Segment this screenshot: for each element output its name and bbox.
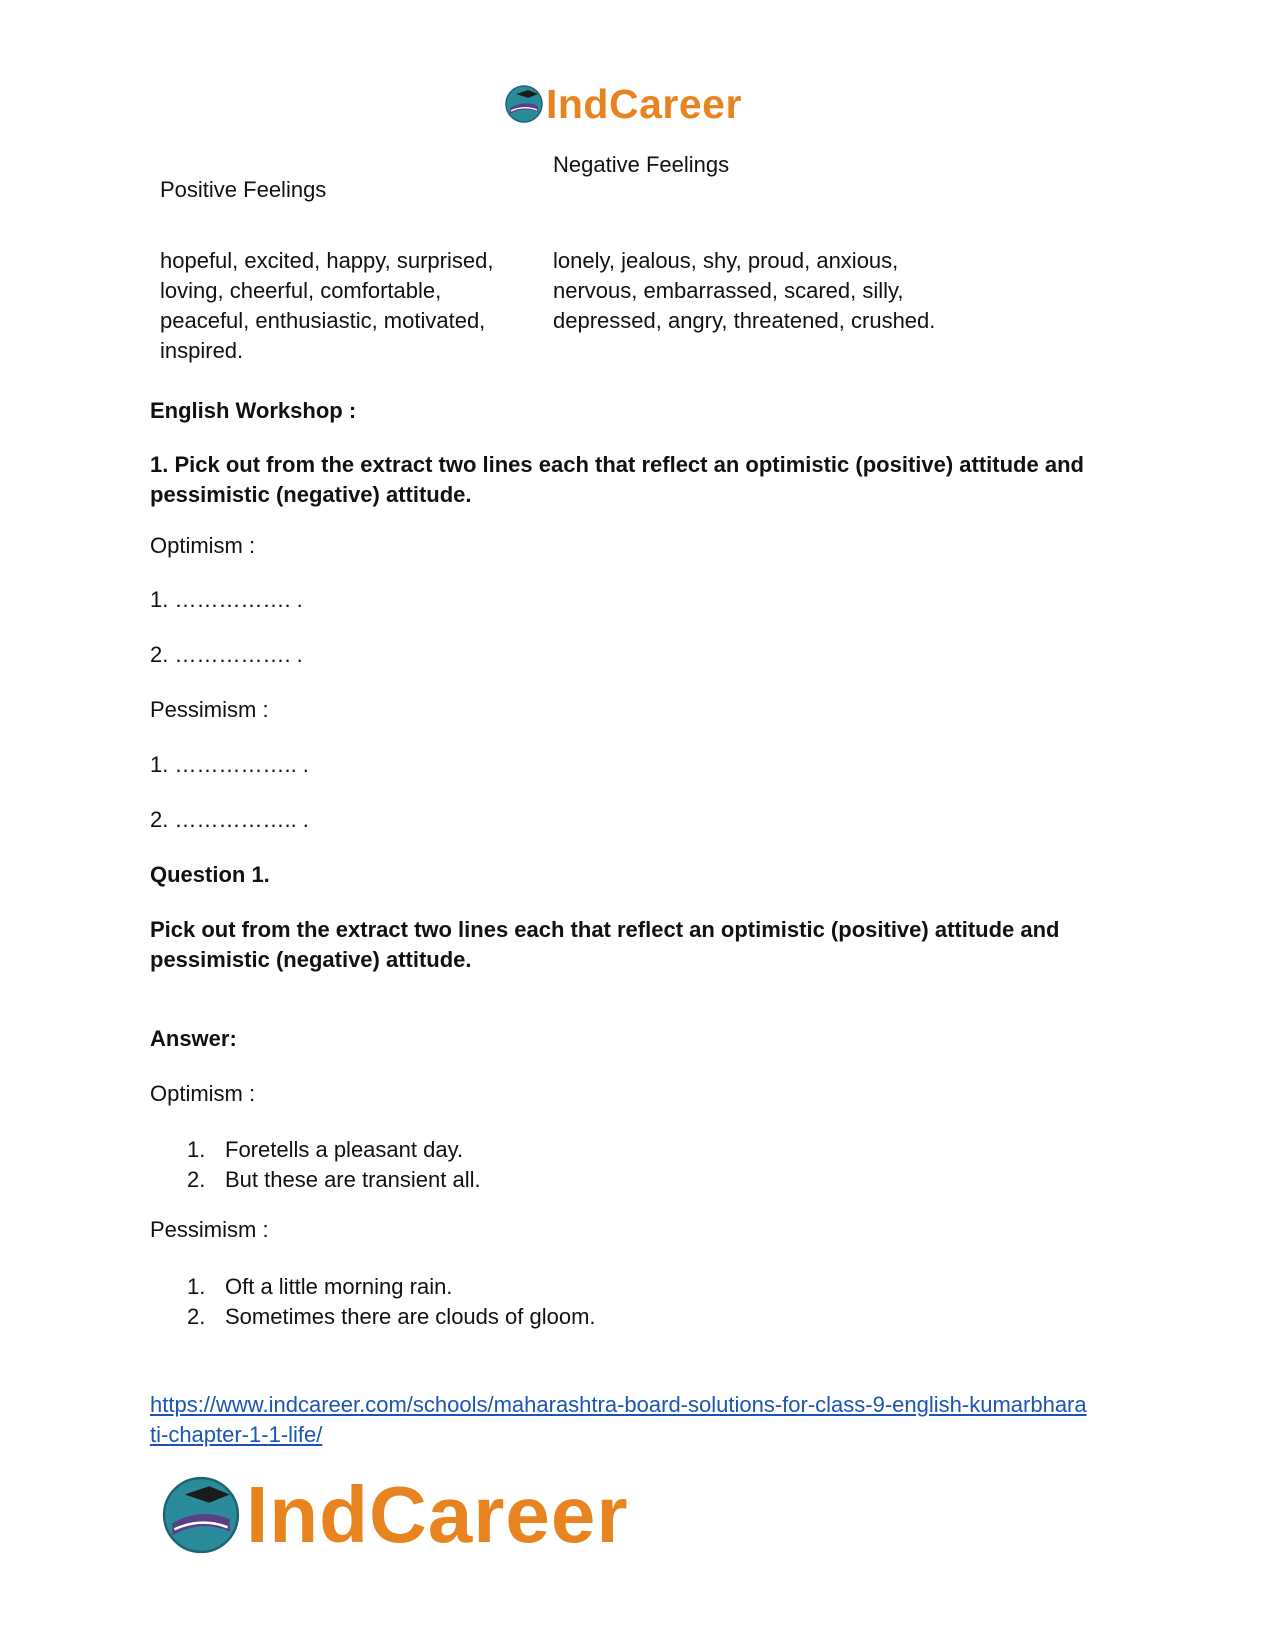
pessimism-blank-1: 1. …………….. . xyxy=(150,752,309,777)
positive-line: peaceful, enthusiastic, motivated, xyxy=(160,308,486,333)
positive-feelings-list xyxy=(160,246,493,366)
pessimism-label: Pessimism : xyxy=(150,697,269,722)
answer-pessimism-label: Pessimism : xyxy=(150,1217,269,1242)
positive-line: inspired. xyxy=(160,338,244,363)
negative-feelings-heading: Negative Feelings xyxy=(553,152,730,177)
globe-book-logo-icon xyxy=(160,1474,242,1556)
negative-line: depressed, angry, threatened, crushed. xyxy=(553,308,936,333)
question-line: pessimistic (negative) attitude. xyxy=(150,947,472,972)
indcareer-logo-header xyxy=(504,80,742,128)
list-item: 1. Foretells a pleasant day. xyxy=(187,1137,464,1162)
negative-line: nervous, embarrassed, scared, silly, xyxy=(553,278,904,303)
workshop-question xyxy=(150,450,1084,510)
positive-line: loving, cheerful, comfortable, xyxy=(160,278,442,303)
optimism-blank-2: 2. ……………. . xyxy=(150,642,303,667)
negative-line: lonely, jealous, shy, proud, anxious, xyxy=(553,248,899,273)
question-title: Question 1. xyxy=(150,862,270,887)
pessimism-blank-2: 2. …………….. . xyxy=(150,807,309,832)
question-text xyxy=(150,915,1060,975)
answer-optimism-label: Optimism : xyxy=(150,1081,256,1106)
answer-label: Answer: xyxy=(150,1026,237,1051)
answer-pessimism-list xyxy=(187,1272,596,1332)
question-line: 1. Pick out from the extract two lines each that reflect an optimistic (positive) attitude and xyxy=(150,452,1084,477)
answer-optimism-list xyxy=(187,1135,481,1195)
positive-feelings-heading: Positive Feelings xyxy=(160,177,327,202)
list-item: 1. Oft a little morning rain. xyxy=(187,1274,453,1299)
globe-book-logo-icon xyxy=(504,84,544,124)
workshop-heading: English Workshop : xyxy=(150,398,357,423)
question-line: Pick out from the extract two lines each that reflect an optimistic (positive) attitude and xyxy=(150,917,1060,942)
source-link-block xyxy=(150,1390,1087,1450)
list-item: 2. Sometimes there are clouds of gloom. xyxy=(187,1304,596,1329)
logo-wordmark: IndCareer xyxy=(546,81,742,127)
optimism-label: Optimism : xyxy=(150,533,256,558)
positive-line: hopeful, excited, happy, surprised, xyxy=(160,248,494,273)
source-link-line-2: ti-chapter-1-1-life/ xyxy=(150,1422,323,1447)
negative-feelings-list xyxy=(553,246,935,336)
source-link[interactable] xyxy=(150,1390,1087,1450)
logo-wordmark: IndCareer xyxy=(246,1470,629,1559)
question-line: pessimistic (negative) attitude. xyxy=(150,482,472,507)
indcareer-logo-footer xyxy=(160,1470,628,1560)
list-item: 2. But these are transient all. xyxy=(187,1167,481,1192)
source-link-line-1: https://www.indcareer.com/schools/maharashtra-board-solutions-for-class-9-english-kumarbhara xyxy=(150,1392,1087,1417)
optimism-blank-1: 1. ……………. . xyxy=(150,587,303,612)
